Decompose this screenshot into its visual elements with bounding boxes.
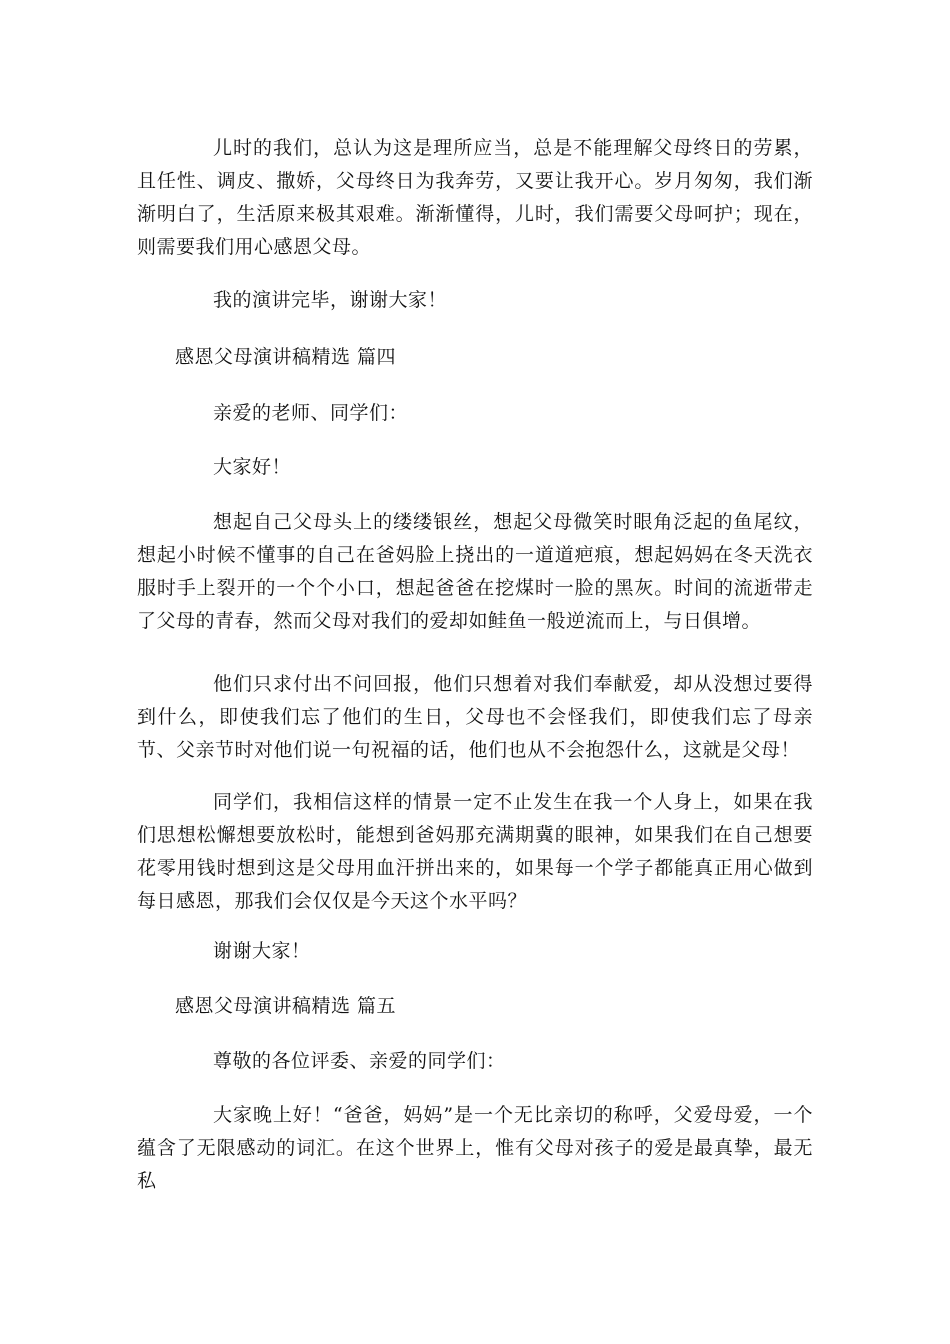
paragraph-reflection: 同学们，我相信这样的情景一定不止发生在我一个人身上，如果在我们思想松懈想要放松时，能想到爸妈那充满期冀的眼神，如果我们在自己想要花零用钱时想到这是父母用血汗拼出来的，如果每一个学子都能真正用心做到每日感恩，那我们会仅仅是今天这个水平吗？ <box>137 791 813 912</box>
paragraph-thanks: 谢谢大家！ <box>213 940 311 962</box>
section-heading-5: 感恩父母演讲稿精选 篇五 <box>175 995 397 1017</box>
paragraph-closing: 我的演讲完毕，谢谢大家！ <box>213 289 448 311</box>
section-heading-4: 感恩父母演讲稿精选 篇四 <box>175 346 397 368</box>
paragraph-childhood: 儿时的我们，总认为这是理所应当，总是不能理解父母终日的劳累，且任性、调皮、撒娇，父母终日为我奔劳，又要让我开心。岁月匆匆，我们渐渐明白了，生活原来极其艰难。渐渐懂得，儿时，我们需要父母呵护；现在，则需要我们用心感恩父母。 <box>137 137 813 258</box>
paragraph-evening-greeting: 大家晚上好！“爸爸，妈妈”是一个无比亲切的称呼，父爱母爱，一个蕴含了无限感动的词汇。在这个世界上，惟有父母对孩子的爱是最真挚，最无私 <box>137 1104 813 1192</box>
paragraph-salutation: 亲爱的老师、同学们： <box>213 402 409 424</box>
paragraph-memories: 想起自己父母头上的缕缕银丝，想起父母微笑时眼角泛起的鱼尾纹，想起小时候不懂事的自己在爸妈脸上挠出的一道道疤痕，想起妈妈在冬天洗衣服时手上裂开的一个个小口，想起爸爸在挖煤时一脸的黑灰。时间的流逝带走了父母的青春，然而父母对我们的爱却如鲑鱼一般逆流而上，与日俱增。 <box>137 511 813 632</box>
paragraph-sacrifice: 他们只求付出不问回报，他们只想着对我们奉献爱，却从没想过要得到什么，即使我们忘了他们的生日，父母也不会怪我们，即使我们忘了母亲节、父亲节时对他们说一句祝福的话，他们也从不会抱怨什么，这就是父母！ <box>137 673 813 761</box>
paragraph-greeting: 大家好！ <box>213 456 292 478</box>
paragraph-salutation-5: 尊敬的各位评委、亲爱的同学们： <box>213 1050 506 1072</box>
